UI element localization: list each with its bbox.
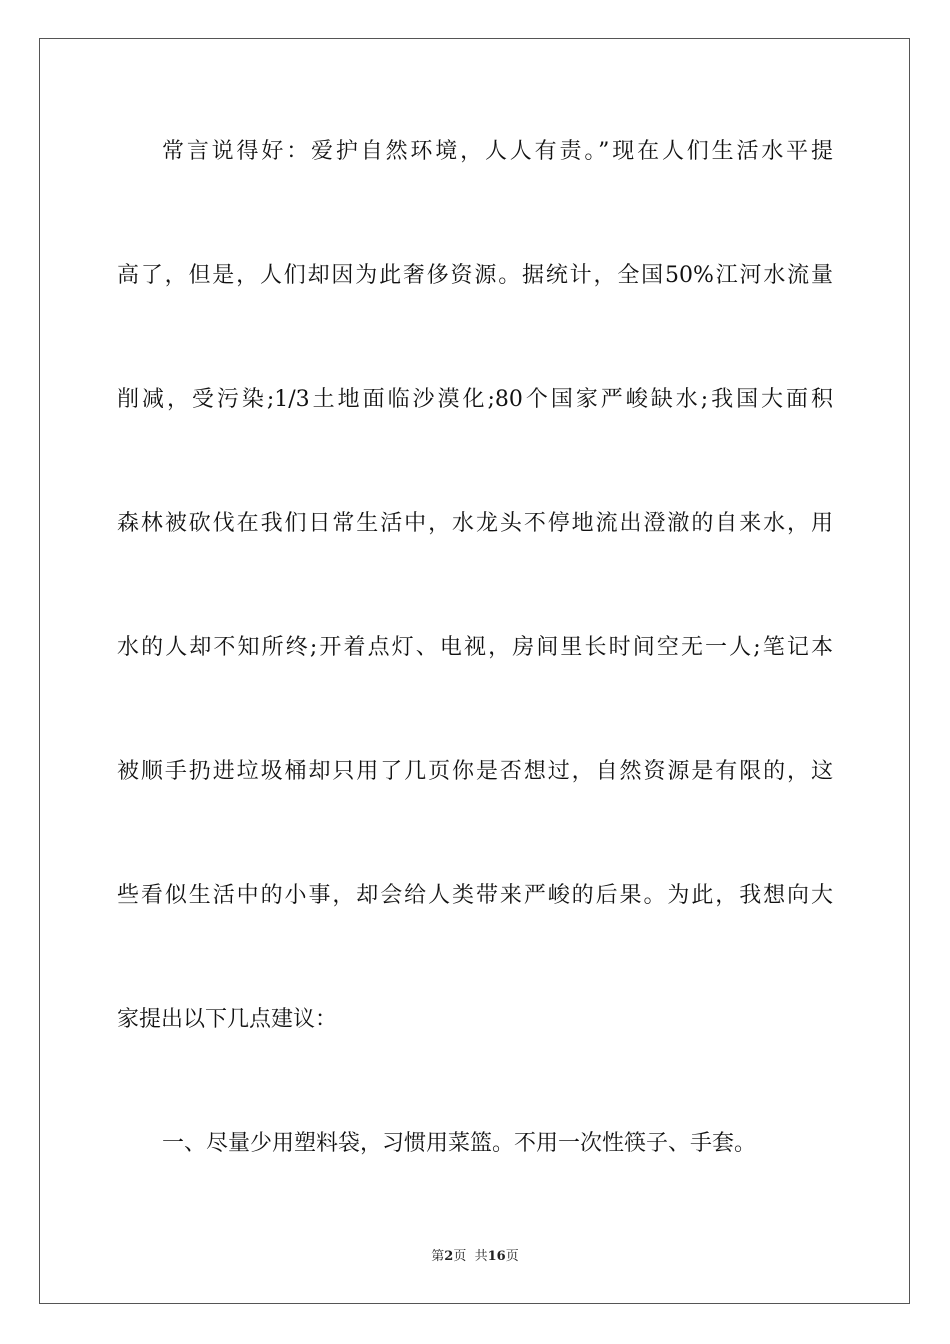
paragraph-line-3: 削减，受污染;1/3土地面临沙漠化;80个国家严峻缺水;我国大面积 bbox=[117, 387, 833, 412]
current-page-number: 2 bbox=[444, 1249, 454, 1264]
paragraph-line-4: 森林被砍伐在我们日常生活中，水龙头不停地流出澄澈的自来水，用 bbox=[117, 511, 833, 536]
suggestion-item-1: 一、尽量少用塑料袋，习惯用菜篮。不用一次性筷子、手套。 bbox=[162, 1131, 757, 1156]
page-footer bbox=[0, 1245, 950, 1264]
total-page-count: 16 bbox=[487, 1249, 506, 1264]
footer-suffix: 页 bbox=[505, 1249, 519, 1264]
paragraph-line-1: 常言说得好：爱护自然环境，人人有责。”现在人们生活水平提 bbox=[162, 139, 833, 164]
paragraph-line-5: 水的人却不知所终;开着点灯、电视，房间里长时间空无一人;笔记本 bbox=[117, 635, 833, 660]
paragraph-line-8: 家提出以下几点建议： bbox=[117, 1007, 338, 1032]
page-border bbox=[39, 38, 910, 1304]
paragraph-line-7: 些看似生活中的小事，却会给人类带来严峻的后果。为此，我想向大 bbox=[117, 883, 833, 908]
footer-prefix: 第 bbox=[431, 1249, 445, 1264]
paragraph-line-2: 高了，但是，人们却因为此奢侈资源。据统计，全国50%江河水流量 bbox=[117, 263, 833, 288]
paragraph-line-6: 被顺手扔进垃圾桶却只用了几页你是否想过，自然资源是有限的，这 bbox=[117, 759, 833, 784]
footer-mid: 页 共 bbox=[453, 1249, 488, 1264]
